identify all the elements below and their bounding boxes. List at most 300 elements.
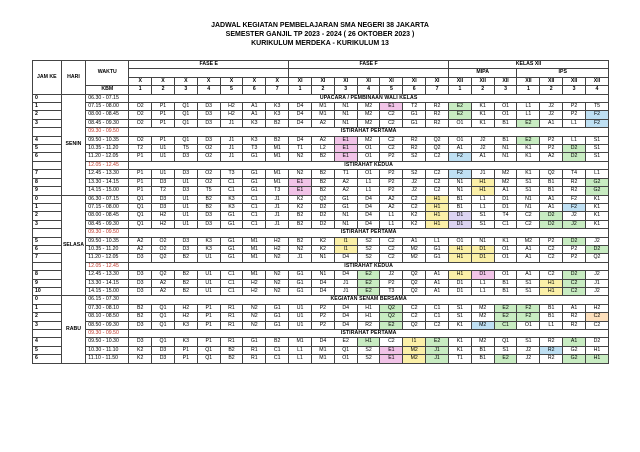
subject-cell: L1 bbox=[380, 220, 403, 228]
subject-cell: P1 bbox=[129, 178, 152, 186]
subject-cell: H2 bbox=[174, 304, 197, 312]
header-class-19: XII bbox=[563, 77, 586, 85]
time-cell: 08.45 - 09.30 bbox=[86, 119, 129, 127]
subject-cell: O1 bbox=[494, 254, 517, 262]
subject-cell: C2 bbox=[585, 321, 608, 329]
header-class-4: X bbox=[220, 77, 243, 85]
header-num-20: 4 bbox=[585, 86, 608, 94]
subject-cell: J2 bbox=[380, 271, 403, 279]
subject-cell: D4 bbox=[289, 103, 312, 111]
subject-cell: S2 bbox=[357, 346, 380, 354]
subject-cell: N1 bbox=[334, 111, 357, 119]
break-row bbox=[33, 229, 609, 237]
subject-cell: Q2 bbox=[380, 313, 403, 321]
subject-cell: D3 bbox=[197, 119, 220, 127]
jam-cell: 5 bbox=[33, 346, 62, 354]
subject-cell: B2 bbox=[289, 237, 312, 245]
time-cell: 10.30 - 11.10 bbox=[86, 346, 129, 354]
header-num-13: 7 bbox=[426, 86, 449, 94]
subject-cell: P2 bbox=[311, 313, 334, 321]
subject-cell: Q2 bbox=[585, 254, 608, 262]
time-cell: 13.30 - 14.15 bbox=[86, 279, 129, 287]
subject-cell: D4 bbox=[357, 203, 380, 211]
header-class-14: XII bbox=[448, 77, 471, 85]
subject-cell: E2 bbox=[357, 279, 380, 287]
time-cell: 08.00 - 08.45 bbox=[86, 212, 129, 220]
subject-cell: D3 bbox=[152, 203, 175, 211]
subject-cell: M1 bbox=[266, 145, 289, 153]
subject-cell: D4 bbox=[334, 271, 357, 279]
day-name: SELASA bbox=[61, 195, 86, 296]
subject-cell: D2 bbox=[311, 203, 334, 211]
subject-cell: Q2 bbox=[403, 271, 426, 279]
subject-cell: C2 bbox=[563, 287, 586, 295]
day-name: RABU bbox=[61, 296, 86, 363]
break-label: ISTIRAHAT PERTAMA bbox=[129, 128, 609, 136]
subject-cell: E2 bbox=[334, 338, 357, 346]
time-cell: 06.30 - 07.15 bbox=[86, 195, 129, 203]
subject-cell: Q2 bbox=[403, 287, 426, 295]
subject-cell: D2 bbox=[540, 220, 563, 228]
subject-cell: F2 bbox=[517, 304, 540, 312]
subject-cell: H1 bbox=[448, 271, 471, 279]
subject-cell: D3 bbox=[174, 245, 197, 253]
subject-cell: J2 bbox=[517, 346, 540, 354]
schedule-row bbox=[33, 119, 609, 127]
subject-cell: R1 bbox=[220, 313, 243, 321]
subject-cell: B2 bbox=[266, 136, 289, 144]
header-waktu: WAKTU bbox=[86, 61, 129, 86]
subject-cell: B1 bbox=[471, 355, 494, 363]
subject-cell: E2 bbox=[380, 321, 403, 329]
subject-cell: L1 bbox=[563, 136, 586, 144]
subject-cell: J1 bbox=[266, 212, 289, 220]
time-cell: 14.15 - 15.00 bbox=[86, 187, 129, 195]
subject-cell: L1 bbox=[517, 111, 540, 119]
subject-cell: U1 bbox=[174, 203, 197, 211]
subject-cell: C2 bbox=[563, 279, 586, 287]
subject-cell: B1 bbox=[471, 346, 494, 354]
subject-cell: F2 bbox=[563, 195, 586, 203]
subject-cell: R2 bbox=[403, 145, 426, 153]
subject-cell: J1 bbox=[220, 145, 243, 153]
subject-cell: K2 bbox=[289, 203, 312, 211]
break-label: ISTIRAHAT PERTAMA bbox=[129, 229, 609, 237]
subject-cell: D4 bbox=[289, 119, 312, 127]
break-row bbox=[33, 262, 609, 270]
subject-cell: B2 bbox=[266, 338, 289, 346]
subject-cell: B2 bbox=[129, 304, 152, 312]
subject-cell: E2 bbox=[494, 313, 517, 321]
subject-cell: C1 bbox=[266, 346, 289, 354]
subject-cell: N1 bbox=[334, 220, 357, 228]
subject-cell: Q1 bbox=[129, 203, 152, 211]
time-cell: 07.15 - 08.00 bbox=[86, 203, 129, 211]
header-ips: IPS bbox=[517, 69, 609, 77]
subject-cell: U1 bbox=[174, 195, 197, 203]
break-label: ISTIRAHAT PERTAMA bbox=[129, 330, 609, 338]
subject-cell: G2 bbox=[585, 187, 608, 195]
subject-cell: C1 bbox=[266, 355, 289, 363]
subject-cell: N2 bbox=[266, 271, 289, 279]
subject-cell: S2 bbox=[403, 170, 426, 178]
subject-cell: C1 bbox=[220, 279, 243, 287]
subject-cell: G1 bbox=[334, 203, 357, 211]
schedule-row bbox=[33, 287, 609, 295]
subject-cell: Q1 bbox=[152, 321, 175, 329]
subject-cell: G1 bbox=[220, 245, 243, 253]
subject-cell: K1 bbox=[471, 119, 494, 127]
subject-cell: B1 bbox=[494, 136, 517, 144]
subject-cell: P1 bbox=[129, 153, 152, 161]
subject-cell: K3 bbox=[174, 338, 197, 346]
schedule-table bbox=[32, 60, 609, 364]
subject-cell: P1 bbox=[152, 136, 175, 144]
header-num-19: 3 bbox=[563, 86, 586, 94]
subject-cell: D3 bbox=[197, 220, 220, 228]
subject-cell: J2 bbox=[517, 355, 540, 363]
subject-cell: H1 bbox=[448, 245, 471, 253]
subject-cell: P2 bbox=[380, 153, 403, 161]
subject-cell: H2 bbox=[174, 313, 197, 321]
subject-cell: H2 bbox=[585, 304, 608, 312]
jam-cell: 4 bbox=[33, 136, 62, 144]
subject-cell: G1 bbox=[243, 338, 266, 346]
header-mipa: MIPA bbox=[448, 69, 516, 77]
subject-cell: T5 bbox=[174, 145, 197, 153]
jam-cell: 6 bbox=[33, 245, 62, 253]
subject-cell: U1 bbox=[174, 220, 197, 228]
subject-cell: D2 bbox=[563, 145, 586, 153]
subject-cell: C2 bbox=[517, 212, 540, 220]
subject-cell: E2 bbox=[517, 136, 540, 144]
subject-cell: J1 bbox=[289, 254, 312, 262]
subject-cell: C2 bbox=[403, 203, 426, 211]
jam-cell: 1 bbox=[33, 203, 62, 211]
time-cell: 06.30 - 07.15 bbox=[86, 94, 129, 102]
time-cell: 11.20 - 12.05 bbox=[86, 153, 129, 161]
subject-cell: P1 bbox=[174, 346, 197, 354]
subject-cell: Q1 bbox=[174, 136, 197, 144]
schedule-row bbox=[33, 178, 609, 186]
subject-cell: U1 bbox=[152, 170, 175, 178]
time-cell: 09.30 - 09.50 bbox=[86, 229, 129, 237]
subject-cell: P2 bbox=[563, 245, 586, 253]
subject-cell: B2 bbox=[311, 153, 334, 161]
header-class-5: X bbox=[243, 77, 266, 85]
subject-cell: C2 bbox=[403, 313, 426, 321]
schedule-row bbox=[33, 111, 609, 119]
subject-cell: L2 bbox=[311, 145, 334, 153]
subject-cell: H2 bbox=[220, 111, 243, 119]
subject-cell: M2 bbox=[357, 103, 380, 111]
subject-cell: P1 bbox=[197, 304, 220, 312]
subject-cell: O2 bbox=[197, 145, 220, 153]
subject-cell: P2 bbox=[563, 254, 586, 262]
jam-cell: 0 bbox=[33, 94, 62, 102]
title-line-3: KURIKULUM MERDEKA - KURIKULUM 13 bbox=[251, 40, 389, 47]
subject-cell: D4 bbox=[357, 212, 380, 220]
subject-cell: N2 bbox=[243, 313, 266, 321]
subject-cell: B1 bbox=[494, 119, 517, 127]
subject-cell: G1 bbox=[289, 279, 312, 287]
header-class-17: XII bbox=[517, 77, 540, 85]
subject-cell: H2 bbox=[243, 287, 266, 295]
subject-cell: G1 bbox=[220, 237, 243, 245]
subject-cell: A2 bbox=[334, 178, 357, 186]
subject-cell: B2 bbox=[311, 178, 334, 186]
subject-cell: A1 bbox=[517, 245, 540, 253]
subject-cell: K2 bbox=[311, 245, 334, 253]
subject-cell: O1 bbox=[357, 170, 380, 178]
subject-cell: H2 bbox=[152, 220, 175, 228]
time-cell: 10.35 - 11.20 bbox=[86, 245, 129, 253]
header-num-18: 2 bbox=[540, 86, 563, 94]
jam-cell: 9 bbox=[33, 187, 62, 195]
subject-cell: D4 bbox=[357, 220, 380, 228]
jam-cell: 3 bbox=[33, 321, 62, 329]
subject-cell: Q1 bbox=[129, 220, 152, 228]
subject-cell: A2 bbox=[380, 195, 403, 203]
break-label: ISTIRAHAT KEDUA bbox=[129, 161, 609, 169]
time-cell: 10.35 - 11.20 bbox=[86, 145, 129, 153]
header-spacer-f bbox=[289, 69, 449, 77]
header-class-10: XI bbox=[357, 77, 380, 85]
title-line-1: JADWAL KEGIATAN PEMBELAJARAN SMA NEGERI 38 JAKARTA bbox=[211, 22, 429, 29]
subject-cell: H1 bbox=[357, 338, 380, 346]
header-num-10: 4 bbox=[357, 86, 380, 94]
subject-cell: G1 bbox=[289, 271, 312, 279]
subject-cell: H2 bbox=[243, 279, 266, 287]
subject-cell: D4 bbox=[311, 279, 334, 287]
subject-cell: M2 bbox=[494, 170, 517, 178]
header-kelas-xii: KELAS XII bbox=[448, 61, 608, 69]
subject-cell: U1 bbox=[197, 279, 220, 287]
subject-cell: Q1 bbox=[129, 195, 152, 203]
subject-cell: A1 bbox=[540, 203, 563, 211]
subject-cell: C2 bbox=[517, 220, 540, 228]
subject-cell: O2 bbox=[152, 237, 175, 245]
subject-cell: Q2 bbox=[152, 254, 175, 262]
subject-cell: R2 bbox=[540, 355, 563, 363]
subject-cell: B2 bbox=[266, 119, 289, 127]
subject-cell: J2 bbox=[471, 145, 494, 153]
subject-cell: A2 bbox=[311, 119, 334, 127]
subject-cell: B2 bbox=[129, 313, 152, 321]
subject-cell: T1 bbox=[448, 355, 471, 363]
schedule-row bbox=[33, 313, 609, 321]
subject-cell: D2 bbox=[540, 212, 563, 220]
subject-cell: D4 bbox=[311, 338, 334, 346]
subject-cell: C1 bbox=[220, 187, 243, 195]
subject-cell: O2 bbox=[197, 178, 220, 186]
subject-cell: H1 bbox=[426, 203, 449, 211]
jam-cell: 2 bbox=[33, 313, 62, 321]
subject-cell: P2 bbox=[540, 145, 563, 153]
subject-cell: K2 bbox=[289, 195, 312, 203]
subject-cell: C1 bbox=[243, 203, 266, 211]
subject-cell: Q1 bbox=[174, 119, 197, 127]
subject-cell: R1 bbox=[220, 321, 243, 329]
subject-cell: K1 bbox=[471, 111, 494, 119]
subject-cell: J1 bbox=[220, 153, 243, 161]
time-cell: 08.50 - 09.30 bbox=[86, 321, 129, 329]
subject-cell: H1 bbox=[471, 178, 494, 186]
schedule-row bbox=[33, 94, 609, 102]
subject-cell: T2 bbox=[403, 103, 426, 111]
subject-cell: C1 bbox=[494, 321, 517, 329]
title-line-2: SEMESTER GANJIL TP 2023 - 2024 ( 26 OKTOBER 2023 ) bbox=[225, 31, 415, 38]
break-row bbox=[33, 128, 609, 136]
header-kbm: KBM bbox=[86, 86, 129, 94]
schedule-row bbox=[33, 338, 609, 346]
subject-cell: C2 bbox=[426, 321, 449, 329]
subject-cell: M2 bbox=[471, 338, 494, 346]
title-block bbox=[0, 21, 640, 48]
subject-cell: D3 bbox=[129, 279, 152, 287]
subject-cell: O2 bbox=[152, 245, 175, 253]
subject-cell: A2 bbox=[380, 203, 403, 211]
subject-cell: D4 bbox=[334, 254, 357, 262]
subject-cell: S2 bbox=[403, 153, 426, 161]
header-num-1: 2 bbox=[152, 86, 175, 94]
subject-cell: D2 bbox=[311, 212, 334, 220]
subject-cell: B1 bbox=[540, 313, 563, 321]
schedule-row bbox=[33, 195, 609, 203]
subject-cell: A2 bbox=[311, 136, 334, 144]
jam-cell: 6 bbox=[33, 355, 62, 363]
header-num-11: 5 bbox=[380, 86, 403, 94]
subject-cell: O2 bbox=[197, 170, 220, 178]
subject-cell: T5 bbox=[197, 187, 220, 195]
time-cell: 08.00 - 08.45 bbox=[86, 111, 129, 119]
header-class-16: XII bbox=[494, 77, 517, 85]
subject-cell: R2 bbox=[403, 136, 426, 144]
subject-cell: C2 bbox=[426, 178, 449, 186]
subject-cell: A1 bbox=[426, 279, 449, 287]
subject-cell: N1 bbox=[334, 212, 357, 220]
subject-cell: M2 bbox=[357, 136, 380, 144]
subject-cell: F2 bbox=[448, 170, 471, 178]
header-class-18: XII bbox=[540, 77, 563, 85]
subject-cell: L1 bbox=[426, 237, 449, 245]
subject-cell: Q1 bbox=[197, 346, 220, 354]
subject-cell: P2 bbox=[380, 279, 403, 287]
header-class-9: XI bbox=[334, 77, 357, 85]
header-num-2: 3 bbox=[174, 86, 197, 94]
subject-cell: U1 bbox=[152, 153, 175, 161]
header-num-15: 2 bbox=[471, 86, 494, 94]
header-num-4: 5 bbox=[220, 86, 243, 94]
subject-cell: D4 bbox=[357, 195, 380, 203]
subject-cell: D4 bbox=[289, 111, 312, 119]
subject-cell: N1 bbox=[471, 237, 494, 245]
subject-cell: S2 bbox=[357, 237, 380, 245]
subject-cell: D4 bbox=[334, 321, 357, 329]
subject-cell: L1 bbox=[289, 355, 312, 363]
subject-cell: K1 bbox=[585, 195, 608, 203]
header-jam-ke: JAM KE bbox=[33, 61, 62, 95]
subject-cell: M2 bbox=[357, 111, 380, 119]
subject-cell: K3 bbox=[197, 245, 220, 253]
break-label: ISTIRAHAT KEDUA bbox=[129, 262, 609, 270]
subject-cell: P1 bbox=[152, 103, 175, 111]
subject-cell: B2 bbox=[174, 279, 197, 287]
subject-cell: D3 bbox=[129, 321, 152, 329]
time-cell: 11.10 - 11.50 bbox=[86, 355, 129, 363]
subject-cell: Q1 bbox=[129, 212, 152, 220]
subject-cell: C1 bbox=[426, 313, 449, 321]
subject-cell: M1 bbox=[243, 245, 266, 253]
subject-cell: G1 bbox=[243, 187, 266, 195]
subject-cell: G1 bbox=[266, 313, 289, 321]
subject-cell: E2 bbox=[357, 271, 380, 279]
jam-cell: 8 bbox=[33, 178, 62, 186]
subject-cell: M1 bbox=[311, 355, 334, 363]
subject-cell: A1 bbox=[426, 287, 449, 295]
subject-cell: P1 bbox=[129, 170, 152, 178]
subject-cell: D3 bbox=[129, 271, 152, 279]
subject-cell: D1 bbox=[471, 245, 494, 253]
header-row-number bbox=[33, 86, 609, 94]
subject-cell: A1 bbox=[540, 195, 563, 203]
time-cell: 09.50 - 10.35 bbox=[86, 136, 129, 144]
time-cell: 12.45 - 13.30 bbox=[86, 271, 129, 279]
time-cell: 12.05 - 12.45 bbox=[86, 161, 129, 169]
day-name: SENIN bbox=[61, 94, 86, 195]
subject-cell: P2 bbox=[563, 103, 586, 111]
subject-cell: A1 bbox=[540, 119, 563, 127]
header-num-17: 1 bbox=[517, 86, 540, 94]
subject-cell: K3 bbox=[266, 111, 289, 119]
subject-cell: C2 bbox=[540, 271, 563, 279]
header-class-8: XI bbox=[311, 77, 334, 85]
subject-cell: P2 bbox=[311, 304, 334, 312]
jam-cell: 0 bbox=[33, 296, 62, 304]
subject-cell: C2 bbox=[540, 254, 563, 262]
header-num-9: 3 bbox=[334, 86, 357, 94]
subject-cell: J2 bbox=[585, 237, 608, 245]
subject-cell: E1 bbox=[380, 346, 403, 354]
subject-cell: B1 bbox=[448, 195, 471, 203]
schedule-row bbox=[33, 245, 609, 253]
subject-cell: R2 bbox=[563, 321, 586, 329]
subject-cell: D1 bbox=[448, 220, 471, 228]
subject-cell: K1 bbox=[585, 203, 608, 211]
subject-cell: L1 bbox=[289, 346, 312, 354]
subject-cell: N1 bbox=[334, 119, 357, 127]
subject-cell: B1 bbox=[494, 287, 517, 295]
subject-cell: J1 bbox=[585, 279, 608, 287]
subject-cell: G1 bbox=[220, 212, 243, 220]
subject-cell: A1 bbox=[426, 271, 449, 279]
subject-cell: K3 bbox=[266, 103, 289, 111]
subject-cell: U1 bbox=[289, 304, 312, 312]
subject-cell: G1 bbox=[220, 254, 243, 262]
jam-cell: 5 bbox=[33, 145, 62, 153]
subject-cell: T4 bbox=[563, 170, 586, 178]
subject-cell: N1 bbox=[494, 153, 517, 161]
subject-cell: C1 bbox=[494, 220, 517, 228]
schedule-row bbox=[33, 103, 609, 111]
subject-cell: I1 bbox=[403, 338, 426, 346]
subject-cell: U1 bbox=[197, 254, 220, 262]
header-class-3: X bbox=[197, 77, 220, 85]
subject-cell: S1 bbox=[471, 220, 494, 228]
subject-cell: D4 bbox=[334, 313, 357, 321]
subject-cell: K3 bbox=[243, 119, 266, 127]
jam-cell: 9 bbox=[33, 279, 62, 287]
